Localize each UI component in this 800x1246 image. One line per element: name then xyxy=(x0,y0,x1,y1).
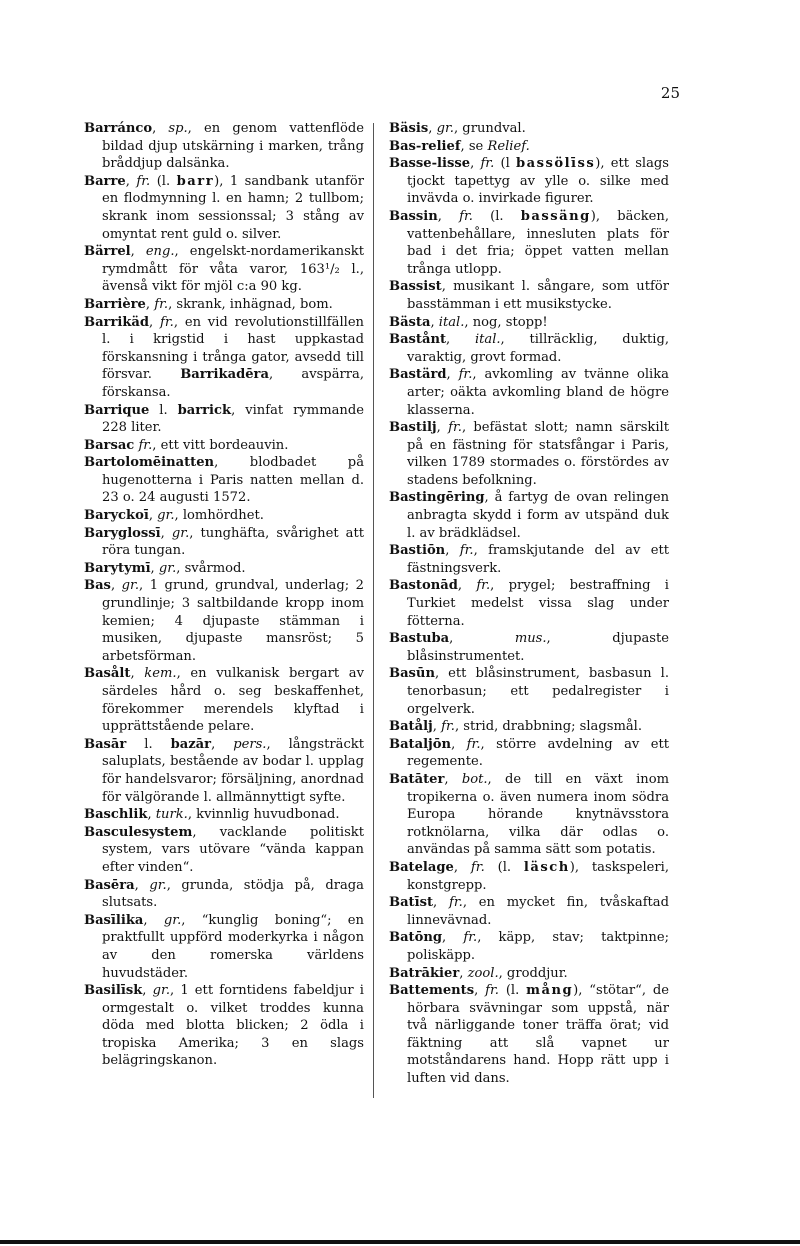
definition-text: , xyxy=(430,314,439,330)
headword: Batelage xyxy=(389,859,454,875)
definition-text: , xyxy=(428,121,437,136)
usage-label: gr. xyxy=(436,121,454,136)
definition-text: , xyxy=(130,244,146,260)
dictionary-entry xyxy=(389,366,669,419)
definition-text: , framskjutande del av ett fästningsverk. xyxy=(407,543,669,576)
definition-text: , långsträckt saluplats, bestående av bodar l. upplag för handelsvaror; försäljning, anordnad för välgörande l. allmännyttigt syfte. xyxy=(102,736,364,805)
headword: Bas xyxy=(84,578,111,594)
definition-text: , strid, drabbning; slagsmål. xyxy=(454,719,643,735)
definition-text: (l. xyxy=(472,208,521,224)
definition-text: , svårmod. xyxy=(176,560,246,576)
dictionary-entry xyxy=(84,402,364,437)
definition-text: , xyxy=(451,736,467,752)
headword: Barytymī xyxy=(84,560,151,576)
dictionary-entry xyxy=(84,314,364,402)
definition-text: , xyxy=(148,508,158,524)
definition-text: , xyxy=(147,807,156,823)
definition-text: , skrank, inhägnad, bom. xyxy=(168,296,333,312)
headword: Bastingēring xyxy=(389,490,485,506)
dictionary-entry xyxy=(389,965,669,983)
dictionary-entry xyxy=(389,859,669,894)
usage-label: turk. xyxy=(155,807,188,823)
definition-text: , en vid revolutionstillfällen l. i krigstid i hast uppkastad förskansning i trånga gator, avsedd till försvar. xyxy=(102,314,364,383)
definition-text: , 1 ett forntidens fabeldjur i ormgestalt o. vilket troddes kunna döda med blotta blicken; 2 ödla i tropiska Amerika; 3 en slags belägringskanon. xyxy=(102,983,364,1069)
dictionary-entry xyxy=(84,525,364,560)
usage-label: gr. xyxy=(149,877,167,893)
dictionary-entry xyxy=(84,665,364,735)
dictionary-entry xyxy=(84,560,364,578)
headword: Basilīsk xyxy=(84,983,143,999)
definition-text: , ett vitt bordeauvin. xyxy=(152,437,289,453)
definition-text: , ett blåsinstrument, basbasun l. tenorbasun; ett pedalregister i orgelverk. xyxy=(407,666,669,717)
definition-text: , musikant l. sångare, som utför basstämman i ett musikstycke. xyxy=(407,279,669,312)
dictionary-entry xyxy=(389,929,669,964)
pronunciation: läsch xyxy=(523,859,570,875)
dictionary-entry xyxy=(389,894,669,929)
definition-text: , kvinnlig huvudbonad. xyxy=(187,807,340,823)
dictionary-entry xyxy=(389,278,669,313)
definition-text: , se xyxy=(460,138,488,154)
definition-text: , xyxy=(432,719,442,735)
usage-label: fr. xyxy=(459,543,474,559)
definition-text: , xyxy=(453,859,471,875)
headword: Bartolomēinatten xyxy=(84,455,215,471)
left-column xyxy=(84,120,364,1070)
definition-text: , xyxy=(442,930,464,946)
definition-text: , xyxy=(125,173,137,189)
definition-text: , större avdelning av ett regemente. xyxy=(407,736,669,770)
definition-text: (l xyxy=(494,156,516,172)
definition-text: , xyxy=(446,332,475,348)
usage-label: fr. xyxy=(480,156,495,172)
definition-text: , lomhördhet. xyxy=(174,508,264,524)
dictionary-entry xyxy=(389,542,669,577)
headword: Baryckoī xyxy=(84,508,149,524)
definition-text: , xyxy=(152,121,169,136)
dictionary-entry xyxy=(389,771,669,859)
usage-label: fr. xyxy=(458,367,473,383)
dictionary-entry xyxy=(84,296,364,314)
usage-label: fr. xyxy=(459,208,473,224)
pronunciation: bassäng xyxy=(520,208,591,224)
usage-label: fr. xyxy=(485,983,499,999)
headword: Bataljōn xyxy=(389,736,452,752)
definition-text: l. xyxy=(126,736,171,752)
pronunciation: mång xyxy=(526,983,574,999)
definition-text: (l. xyxy=(484,859,524,875)
dictionary-entry xyxy=(84,806,364,824)
usage-label: fr. xyxy=(154,296,169,312)
definition-text: , blodbadet på hugenotterna i Paris natten mellan d. 23 o. 24 augusti 1572. xyxy=(102,455,364,506)
pronunciation: barr xyxy=(176,173,215,189)
dictionary-entry xyxy=(389,138,669,156)
definition-text: , nog, stopp! xyxy=(464,314,548,330)
definition-text: , xyxy=(437,208,460,224)
headword: Barrique xyxy=(84,402,150,418)
dictionary-entry xyxy=(389,489,669,542)
usage-label: gr. xyxy=(152,983,170,999)
headword: Barrière xyxy=(84,296,146,312)
definition-text: , en vulkanisk bergart av särdeles hård o. seg beskaffenhet, förekommer merendels klyftad i upprättstående pelare. xyxy=(102,666,365,735)
definition-text: , xyxy=(160,525,172,541)
page-bottom-edge xyxy=(0,1240,800,1244)
definition-text: , groddjur. xyxy=(498,965,568,981)
headword: Barrikadēra xyxy=(180,367,269,383)
definition-text: , avkomling av tvänne olika arter; oäkta avkomling bland de högre klasserna. xyxy=(407,367,669,418)
usage-label: fr. xyxy=(448,895,463,911)
usage-label: gr. xyxy=(121,578,140,594)
dictionary-entry xyxy=(389,665,669,718)
headword: Baschlik xyxy=(84,807,148,823)
definition-text: , prygel; bestraffning i Turkiet medelst vissa slag under fötterna. xyxy=(407,578,669,629)
definition-text: , djupaste blåsinstrumentet. xyxy=(407,631,669,664)
headword: Basålt xyxy=(84,666,131,682)
definition-text: , käpp, stav; taktpinne; poliskäpp. xyxy=(407,930,669,963)
usage-label: eng. xyxy=(145,244,175,260)
usage-label: bot. xyxy=(461,771,488,787)
usage-label: fr. xyxy=(441,719,455,735)
dictionary-entry xyxy=(389,419,669,489)
headword: Bassist xyxy=(389,279,442,295)
definition-text: , xyxy=(446,367,459,383)
dictionary-entry xyxy=(389,736,669,771)
definition-text: , xyxy=(459,965,468,981)
headword: Barsac xyxy=(84,437,135,453)
dictionary-entry xyxy=(84,173,364,243)
headword: Barránco xyxy=(84,121,153,136)
definition-text: ), “stötar“, de hörbara svävningar som uppstå, när två närliggande toner träffa örat; vid fäktning att slå vapnet ur motståndarens hand. Hopp rätt upp i luften vid dans. xyxy=(407,983,669,1087)
definition-text: , xyxy=(130,666,145,682)
headword: Basūn xyxy=(389,666,435,682)
right-column xyxy=(389,120,669,1088)
definition-text: , xyxy=(110,578,122,594)
headword: Basār xyxy=(84,736,127,752)
dictionary-entry xyxy=(389,331,669,366)
dictionary-entry xyxy=(84,120,364,173)
headword: Bastiōn xyxy=(389,543,446,559)
dictionary-entry xyxy=(84,577,364,665)
usage-label: gr. xyxy=(163,912,182,928)
column-divider xyxy=(373,123,374,1098)
usage-label: fr. xyxy=(470,859,485,875)
definition-text: , xyxy=(449,631,515,647)
dictionary-entry xyxy=(389,120,669,138)
definition-text: , engelskt-nordamerikanskt rymdmått för våta varor, 163¹/₂ l., ävenså vikt för mjöl c:a 90 kg. xyxy=(102,244,364,295)
definition-text: , xyxy=(445,543,460,559)
headword: Bärrel xyxy=(84,244,131,260)
dictionary-entry xyxy=(389,314,669,332)
definition-text: , xyxy=(149,314,161,330)
dictionary-entry xyxy=(84,982,364,1070)
usage-label: pers. xyxy=(233,736,267,752)
dictionary-entry xyxy=(389,577,669,630)
headword: Bastilj xyxy=(389,420,437,436)
dictionary-entry xyxy=(84,877,364,912)
headword: Batōng xyxy=(389,930,443,946)
definition-text: , 1 grund, grundval, underlag; 2 grundlinje; 3 saltbildande kropp inom kemien; 4 djupaste stämman i musiken, djupaste mansröst; 5 arbetsförman. xyxy=(102,578,365,664)
definition-text: , xyxy=(436,420,449,436)
usage-label: mus. xyxy=(514,631,547,647)
headword: Bästa xyxy=(389,314,431,330)
usage-label: ital. xyxy=(438,314,465,330)
definition-text: , grunda, stödja på, draga slutsats. xyxy=(102,877,364,911)
definition-text: , xyxy=(211,736,234,752)
pronunciation: bassölīss xyxy=(515,156,596,172)
headword: Batålj xyxy=(389,719,433,735)
definition-text: , avspärra, förskansa. xyxy=(102,367,364,400)
dictionary-entry xyxy=(84,243,364,296)
headword: Bäsis xyxy=(389,121,429,136)
usage-label: gr. xyxy=(171,525,190,541)
definition-text: , en genom vattenflöde bildad djup utskärning i marken, trång bråddjup dalsänka. xyxy=(102,121,364,172)
headword: Barrikäd xyxy=(84,314,150,330)
usage-label: zool. xyxy=(467,965,499,981)
dictionary-entry xyxy=(84,912,364,982)
dictionary-entry xyxy=(389,208,669,278)
definition-text: , vacklande politiskt system, vars utövare “vända kappan efter vinden“. xyxy=(102,824,364,875)
definition-text: , de till en växt inom tropikerna o. även numera inom södra Europa hörande knytnävsstora rotknölarna, vilka där odlas o. användas på samma sätt som potatis. xyxy=(407,771,669,858)
usage-label: fr. xyxy=(466,736,481,752)
definition-text: (l. xyxy=(150,173,177,189)
definition-text: , xyxy=(474,983,486,999)
usage-label: fr. xyxy=(476,578,491,594)
definition-text: ), ett slags tjockt tapettyg av ylle o. silke med invävda o. invirkade figurer. xyxy=(407,156,670,207)
definition-text: , xyxy=(470,156,481,172)
definition-text: , xyxy=(143,912,164,928)
headword: Bastuba xyxy=(389,631,450,647)
usage-label: fr. xyxy=(160,314,174,330)
usage-label: Relief. xyxy=(487,138,530,154)
headword: Basse-lisse xyxy=(389,156,471,172)
definition-text: , vinfat rymmande 228 liter. xyxy=(102,402,364,436)
dictionary-entry xyxy=(84,736,364,806)
dictionary-entry xyxy=(389,982,669,1088)
definition-text: , xyxy=(444,771,462,787)
definition-text: , tunghäfta, svårighet att röra tungan. xyxy=(102,525,365,559)
definition-text: (l. xyxy=(498,983,527,999)
page-number: 25 xyxy=(660,84,680,102)
headword: Bastonād xyxy=(389,578,458,594)
dictionary-entry xyxy=(389,155,669,208)
usage-label: fr. xyxy=(138,437,153,453)
definition-text: , tillräcklig, duktig, varaktig, grovt formad. xyxy=(407,332,669,365)
definition-text: ), 1 sandbank utanför en flodmynning l. en hamn; 2 tullbom; skrank inom sessionssal; 3 stång av omyntat rent guld o. silver. xyxy=(102,173,364,242)
usage-label: gr. xyxy=(157,508,175,524)
usage-label: fr. xyxy=(136,173,151,189)
dictionary-entry xyxy=(389,718,669,736)
dictionary-entry xyxy=(389,630,669,665)
headword: Bassin xyxy=(389,208,438,224)
dictionary-entry xyxy=(84,454,364,507)
headword: Bastånt xyxy=(389,332,447,348)
definition-text: , xyxy=(433,895,449,911)
usage-label: fr. xyxy=(463,930,478,946)
usage-label: sp. xyxy=(168,121,188,136)
definition-text: , å fartyg de ovan relingen anbragta skydd i form av utspänd duk l. av brädklädsel. xyxy=(407,490,669,541)
dictionary-entry xyxy=(84,824,364,877)
headword: Battements xyxy=(389,983,475,999)
dictionary-entry xyxy=(84,437,364,455)
headword: Baryglossī xyxy=(84,525,161,541)
headword: Batāter xyxy=(389,771,445,787)
usage-label: fr. xyxy=(448,420,462,436)
definition-text: ), bäcken, vattenbehållare, innesluten plats för bad i det fria; öppet vatten mellan trånga utlopp. xyxy=(407,208,670,277)
definition-text: , xyxy=(457,578,477,594)
headword: barrick xyxy=(177,402,232,418)
usage-label: kem. xyxy=(144,666,177,682)
dictionary-entry xyxy=(84,507,364,525)
headword: Basēra xyxy=(84,877,135,893)
definition-text: l. xyxy=(149,402,178,418)
definition-text: , en mycket fin, tvåskaftad linnevävnad. xyxy=(407,895,669,928)
definition-text: , xyxy=(142,983,153,999)
usage-label: ital. xyxy=(474,332,501,348)
definition-text: , xyxy=(150,560,159,576)
usage-label: gr. xyxy=(158,560,177,576)
definition-text: ), taskspeleri, konstgrepp. xyxy=(407,859,669,893)
definition-text: , xyxy=(145,296,155,312)
headword: Barre xyxy=(84,173,126,189)
definition-text: , grundval. xyxy=(453,121,526,136)
definition-text: , “kunglig boning“; en praktfullt uppförd moderkyrka i någon av den romerska världens huvudstäder. xyxy=(102,912,364,981)
headword: Batrākier xyxy=(389,965,460,981)
definition-text: , xyxy=(134,877,150,893)
headword: Basculesystem xyxy=(84,824,193,840)
headword: Bas-relief xyxy=(389,138,461,154)
headword: Batīst xyxy=(389,895,433,911)
headword: Basīlika xyxy=(84,912,144,928)
headword: bazār xyxy=(170,736,212,752)
headword: Bastärd xyxy=(389,367,447,383)
definition-text: , befästat slott; namn särskilt på en fästning för statsfångar i Paris, vilken 1789 stormades o. förstördes av stadens befolkning. xyxy=(407,420,669,488)
